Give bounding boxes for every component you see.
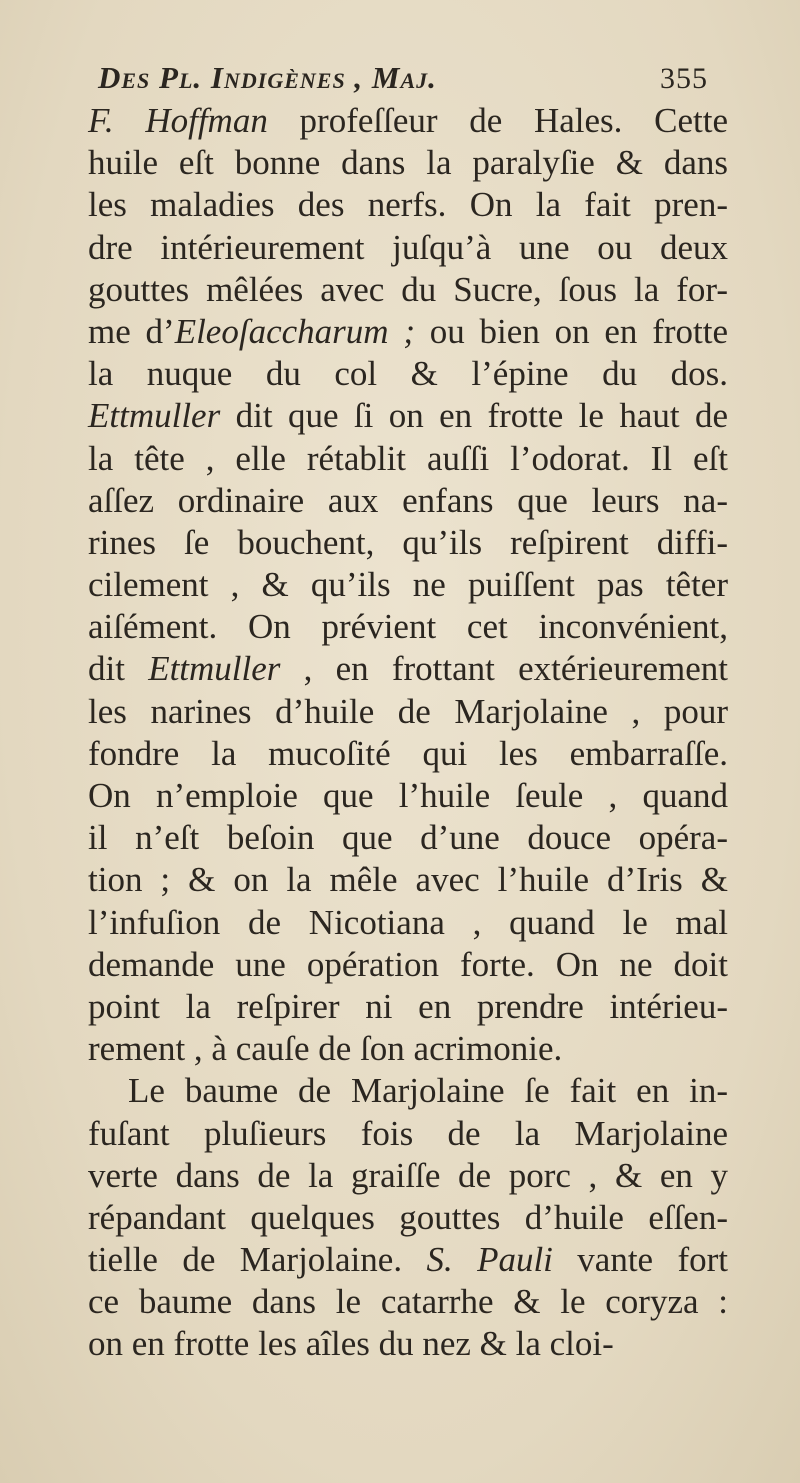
text-segment: point la reſpirer ni en prendre intérieu-	[88, 986, 728, 1026]
text-segment: profeſſeur de Hales. Cette	[267, 101, 728, 140]
text-segment: cilement , & qu’ils ne puiſſent pas têter	[88, 565, 728, 605]
text-line	[88, 775, 728, 817]
text-line	[88, 269, 728, 311]
text-line	[88, 1028, 728, 1070]
text-line	[88, 944, 728, 986]
text-line	[88, 1155, 728, 1197]
text-line	[88, 606, 728, 648]
text-segment: les narines d’huile de Marjolaine , pour	[88, 691, 728, 731]
text-line	[88, 1197, 728, 1239]
text-line	[88, 480, 728, 522]
text-line	[88, 100, 728, 142]
text-segment: huile eſt bonne dans la paralyſie & dans	[88, 143, 728, 183]
text-segment: gouttes mêlées avec du Sucre, ſous la for-	[88, 269, 728, 309]
text-segment: demande une opération forte. On ne doit	[88, 944, 728, 984]
text-segment: tielle de Marjolaine.	[88, 1240, 427, 1280]
running-title: Des Pl. Indigènes , Maj.	[98, 60, 437, 95]
text-segment: rines ſe bouchent, qu’ils reſpirent diffi-	[88, 522, 728, 562]
text-line	[88, 902, 728, 944]
text-line	[88, 986, 728, 1028]
text-segment: aiſément. On prévient cet inconvénient,	[88, 607, 728, 647]
text-segment: ou bien on en frotte	[414, 311, 728, 351]
italic-text-segment: Ettmuller	[88, 396, 221, 436]
text-line	[88, 311, 728, 353]
text-segment: dit que ſi on en frotte le haut de	[220, 396, 728, 436]
text-segment: les maladies des nerfs. On la fait pren-	[88, 185, 728, 225]
text-segment: rement , à cauſe de ſon acrimonie.	[88, 1029, 563, 1069]
text-segment: verte dans de la graiſſe de porc , & en y	[88, 1155, 728, 1195]
italic-text-segment: Eleoſaccharum ;	[174, 311, 415, 351]
text-segment: fondre la mucoſité qui les embarraſſe.	[88, 733, 728, 773]
page-number: 355	[660, 62, 708, 95]
text-segment: aſſez ordinaire aux enfans que leurs na-	[88, 480, 728, 520]
text-segment: l’infuſion de Nicotiana , quand le mal	[88, 902, 728, 942]
text-segment: On n’emploie que l’huile ſeule , quand	[88, 776, 728, 815]
body-text	[88, 100, 728, 1366]
text-line	[88, 227, 728, 269]
text-line	[88, 1113, 728, 1155]
text-segment: Le baume de Marjolaine ſe fait en in-	[128, 1071, 728, 1111]
text-segment: me d’	[88, 311, 175, 351]
text-line	[88, 564, 728, 606]
italic-text-segment: Ettmuller	[148, 649, 281, 689]
text-line	[88, 733, 728, 775]
text-line	[88, 395, 728, 437]
italic-text-segment: S. Pauli	[426, 1240, 553, 1280]
text-segment: répandant quelques gouttes d’huile eſſen-	[88, 1197, 728, 1237]
text-segment: dit	[88, 649, 149, 689]
text-segment: il n’eſt beſoin que d’une douce opéra-	[88, 818, 728, 858]
text-segment: tion ; & on la mêle avec l’huile d’Iris &	[88, 860, 728, 900]
text-segment: , en frottant extérieurement	[280, 649, 729, 689]
running-header	[98, 60, 708, 96]
text-line	[88, 691, 728, 733]
text-line	[88, 142, 728, 184]
text-line	[88, 1281, 728, 1323]
text-line	[88, 1239, 728, 1281]
text-segment: dre intérieurement juſqu’à une ou deux	[88, 227, 728, 267]
text-line	[88, 438, 728, 480]
text-line	[88, 817, 728, 859]
text-line	[88, 522, 728, 564]
text-segment: la nuque du col & l’épine du dos.	[88, 354, 728, 394]
text-segment: fuſant pluſieurs fois de la Marjolaine	[88, 1113, 728, 1153]
italic-text-segment: F. Hoffman	[88, 101, 268, 140]
text-segment: la tête , elle rétablit auſſi l’odorat. Il eſt	[88, 438, 728, 478]
text-segment: ce baume dans le catarrhe & le coryza :	[88, 1282, 728, 1322]
text-line	[88, 859, 728, 901]
text-line	[88, 648, 728, 690]
text-segment: vante fort	[552, 1240, 729, 1280]
text-line	[88, 1070, 728, 1112]
text-line	[88, 353, 728, 395]
text-segment: on en frotte les aîles du nez & la cloi-	[88, 1324, 614, 1364]
text-line	[88, 1323, 728, 1365]
text-line	[88, 184, 728, 226]
